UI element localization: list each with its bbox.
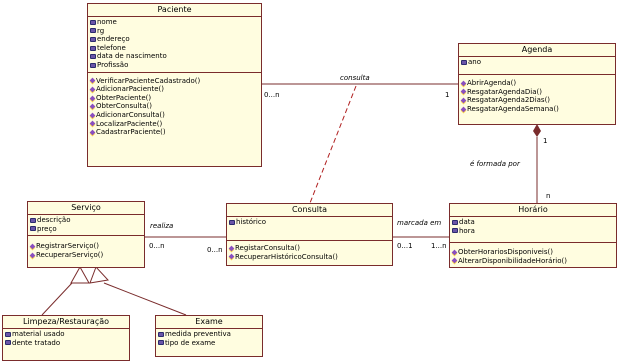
operation-label: VerificarPacienteCadastrado() (96, 76, 201, 85)
association-realiza-name: realiza (150, 222, 174, 230)
class-agenda-name: Agenda (459, 44, 615, 57)
class-limpeza[interactable] (2, 315, 130, 361)
class-agenda[interactable] (458, 43, 616, 125)
operation-icon (461, 80, 467, 86)
association-consulta-name: consulta (340, 74, 370, 82)
operation-icon (452, 258, 458, 264)
attribute-label: data de nascimento (97, 52, 167, 61)
multiplicity-consulta-realiza: 0...n (207, 246, 223, 254)
association-formada-name: é formada por (470, 160, 520, 168)
attribute-label: dente tratado (12, 338, 61, 347)
operation-icon (452, 249, 458, 255)
attribute-label: Profissão (97, 60, 129, 69)
class-horario-attributes (450, 217, 616, 243)
class-exame[interactable] (155, 315, 263, 357)
class-consulta-operations (227, 241, 392, 263)
class-paciente[interactable] (87, 3, 262, 167)
class-servico-operations (28, 236, 144, 261)
attribute-label: descrição (37, 216, 71, 224)
multiplicity-horario-formada: n (546, 192, 551, 200)
operation-icon (461, 106, 467, 112)
operation-icon (30, 244, 36, 250)
attribute-icon (30, 226, 36, 231)
operation-label: RecuperarServiço() (36, 250, 104, 259)
attribute-label: rg (97, 26, 105, 35)
composition-diamond-icon (533, 124, 541, 137)
class-servico-attributes (28, 215, 144, 236)
attribute-label: medida preventiva (165, 330, 231, 338)
attribute-icon (30, 218, 36, 223)
multiplicity-horario-marcada: 1...n (431, 242, 447, 250)
attribute-icon (90, 54, 96, 59)
attribute-label: hora (459, 226, 475, 235)
class-horario-name: Horário (450, 204, 616, 217)
multiplicity-agenda-formada: 1 (543, 137, 548, 145)
generalization-limpeza-line (42, 283, 72, 315)
class-exame-attributes (156, 329, 262, 349)
attribute-label: nome (97, 18, 117, 26)
operation-icon (90, 104, 96, 110)
association-class-dashed-link (310, 86, 356, 203)
attribute-icon (158, 332, 164, 337)
class-agenda-attributes (459, 57, 615, 75)
attribute-icon (5, 340, 11, 345)
operation-label: AdicionarPaciente() (96, 85, 164, 94)
association-marcada-name: marcada em (397, 219, 442, 227)
operation-icon (461, 98, 467, 104)
multiplicity-agenda-consulta: 1 (445, 91, 450, 99)
operation-label: AdicionarConsulta() (96, 110, 165, 119)
class-limpeza-name: Limpeza/Restauração (3, 316, 129, 329)
attribute-icon (90, 28, 96, 33)
operation-label: ObterHorariosDisponiveis() (458, 248, 553, 256)
operation-icon (90, 87, 96, 93)
operation-label: RegistarConsulta() (235, 244, 300, 252)
attribute-icon (452, 220, 458, 225)
operation-label: ResgatarAgendaSemana() (467, 104, 559, 113)
attribute-icon (452, 228, 458, 233)
class-consulta[interactable] (226, 203, 393, 266)
operation-label: AbrirAgenda() (467, 79, 517, 87)
attribute-label: material usado (12, 330, 65, 338)
generalization-arrow-icon (90, 267, 108, 283)
attribute-label: telefone (97, 43, 126, 52)
attribute-label: tipo de exame (165, 338, 216, 347)
attribute-icon (90, 37, 96, 42)
operation-icon (229, 254, 235, 260)
attribute-label: data (459, 218, 475, 226)
attribute-label: endereço (97, 35, 130, 44)
operation-label: ObterPaciente() (96, 93, 152, 102)
operation-label: LocalizarPaciente() (96, 119, 163, 128)
class-servico-name: Serviço (28, 202, 144, 215)
operation-icon (30, 252, 36, 258)
class-consulta-attributes (227, 217, 392, 241)
class-servico[interactable] (27, 201, 145, 268)
operation-icon (90, 78, 96, 84)
operation-icon (229, 245, 235, 251)
multiplicity-servico-realiza: 0...n (149, 242, 165, 250)
operation-label: CadastrarPaciente() (96, 128, 166, 137)
attribute-icon (461, 60, 467, 65)
operation-icon (90, 121, 96, 127)
operation-label: RegistrarServiço() (36, 242, 99, 251)
attribute-icon (90, 63, 96, 68)
multiplicity-paciente-consulta: 0...n (264, 91, 280, 99)
class-horario[interactable] (449, 203, 617, 268)
class-limpeza-attributes (3, 329, 129, 349)
generalization-exame-line (104, 283, 186, 315)
attribute-label: histórico (236, 218, 267, 226)
attribute-icon (90, 20, 96, 25)
operation-label: ResgatarAgenda2Dias() (467, 96, 551, 105)
class-paciente-operations (88, 73, 261, 139)
operation-label: RecuperarHistóricoConsulta() (235, 252, 338, 261)
class-exame-name: Exame (156, 316, 262, 329)
operation-label: AlterarDisponibilidadeHorário() (458, 256, 567, 265)
operation-label: ObterConsulta() (96, 102, 153, 111)
class-paciente-attributes (88, 17, 261, 73)
attribute-label: ano (468, 58, 482, 66)
attribute-label: preço (37, 224, 57, 233)
operation-icon (461, 89, 467, 95)
attribute-icon (90, 46, 96, 51)
multiplicity-consulta-marcada: 0...1 (397, 242, 413, 250)
operation-icon (90, 112, 96, 118)
generalization-arrow-icon (71, 267, 89, 283)
attribute-icon (158, 340, 164, 345)
class-horario-operations (450, 243, 616, 267)
operation-icon (90, 130, 96, 136)
class-paciente-name: Paciente (88, 4, 261, 17)
attribute-icon (229, 220, 235, 225)
class-consulta-name: Consulta (227, 204, 392, 217)
attribute-icon (5, 332, 11, 337)
operation-icon (90, 95, 96, 101)
class-agenda-operations (459, 75, 615, 115)
operation-label: ResgatarAgendaDia() (467, 87, 542, 96)
